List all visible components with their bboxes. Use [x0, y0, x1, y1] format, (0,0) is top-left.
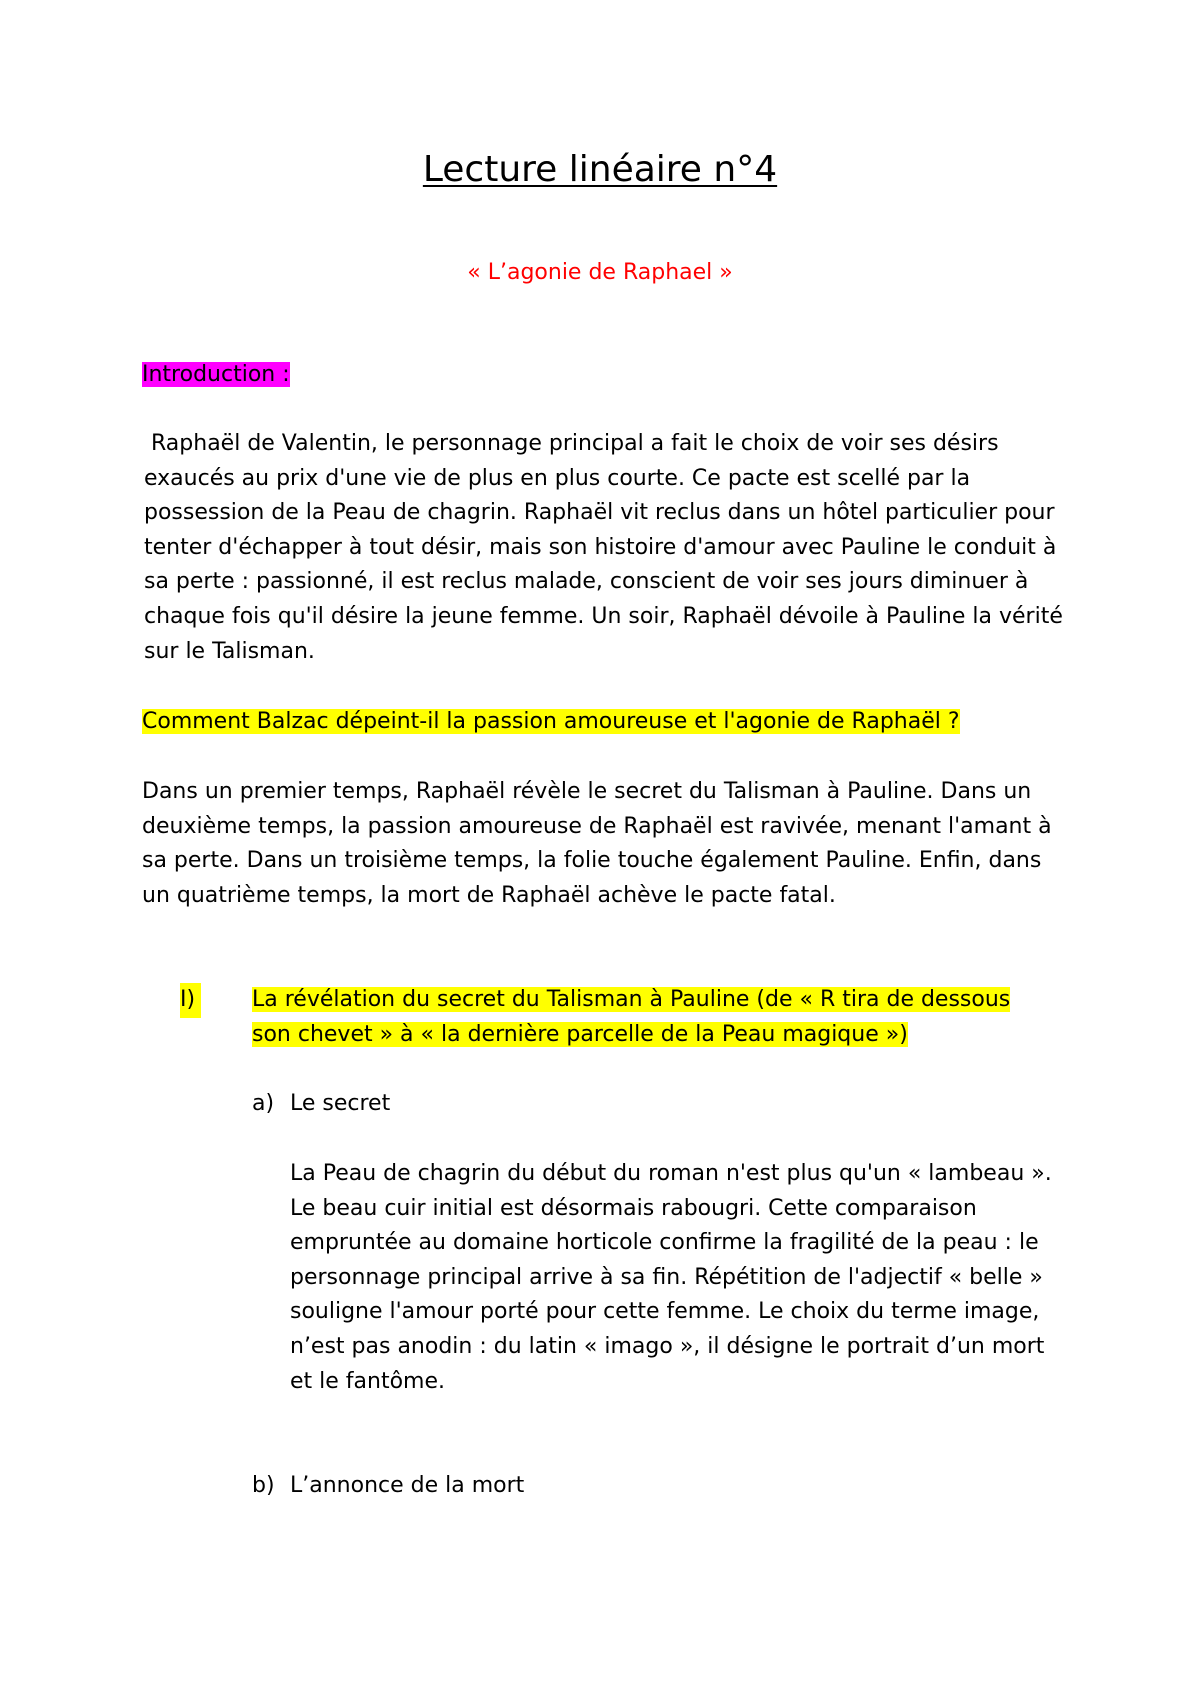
problematic-question-text: Comment Balzac dépeint-il la passion amoureuse et l'agonie de Raphaël ? [142, 709, 960, 734]
section-1-title: La révélation du secret du Talisman à Pauline (de « R tira de dessous son chevet » à « la dernière parcelle de la Peau magique ») [252, 987, 1011, 1047]
subsection-a-heading [252, 1087, 390, 1122]
subsection-b-heading [252, 1469, 524, 1504]
introduction-heading-text: Introduction : [142, 362, 290, 387]
section-1-title-block [252, 983, 1042, 1052]
subsection-a-line-1: La Peau de chagrin du début du roman n'est plus qu'un « lambeau ». [290, 1161, 1052, 1186]
document-subtitle: « L’agonie de Raphael » [467, 260, 733, 285]
problematic-question [142, 705, 960, 740]
introduction-heading [142, 358, 292, 393]
document-title: Lecture linéaire n°4 [422, 149, 778, 190]
introduction-paragraph: Raphaël de Valentin, le personnage principal a fait le choix de voir ses désirs exaucés au prix d'une vie de plus en plus courte. Ce pacte est scellé par la possession de la Peau de chagrin. Raphaël vit reclus dans un hôtel particulier pour tenter d'échapper à tout désir, mais son histoire d'amour avec Pauline le conduit à sa perte : passionné, il est reclus malade, conscient de voir ses jours diminuer à chaque fois qu'il désire la jeune femme. Un soir, Raphaël dévoile à Pauline la vérité sur le Talisman. [144, 431, 1070, 664]
section-1-number: I) [180, 983, 201, 1018]
subsection-a-label: a) [252, 1091, 275, 1116]
subsection-a-title: Le secret [290, 1091, 391, 1116]
subsection-b-title: L’annonce de la mort [290, 1473, 525, 1498]
subsection-a-body [290, 1157, 1070, 1399]
plan-paragraph: Dans un premier temps, Raphaël révèle le secret du Talisman à Pauline. Dans un deuxième temps, la passion amoureuse de Raphaël est ravivée, menant l'amant à sa perte. Dans un troisième temps, la folie touche également Pauline. Enfin, dans un quatrième temps, la mort de Raphaël achève le pacte fatal. [142, 779, 1052, 908]
subsection-b-label: b) [252, 1473, 275, 1498]
subsection-a-line-2: Le beau cuir initial est désormais rabougri. Cette comparaison empruntée au domaine horticole confirme la fragilité de la peau : le personnage principal arrive à sa fin. Répétition de l'adjectif « belle » souligne l'amour porté pour cette femme. Le choix du terme image, n’est pas anodin : du latin « imago », il désigne le portrait d’un mort et le fantôme. [290, 1195, 1045, 1394]
